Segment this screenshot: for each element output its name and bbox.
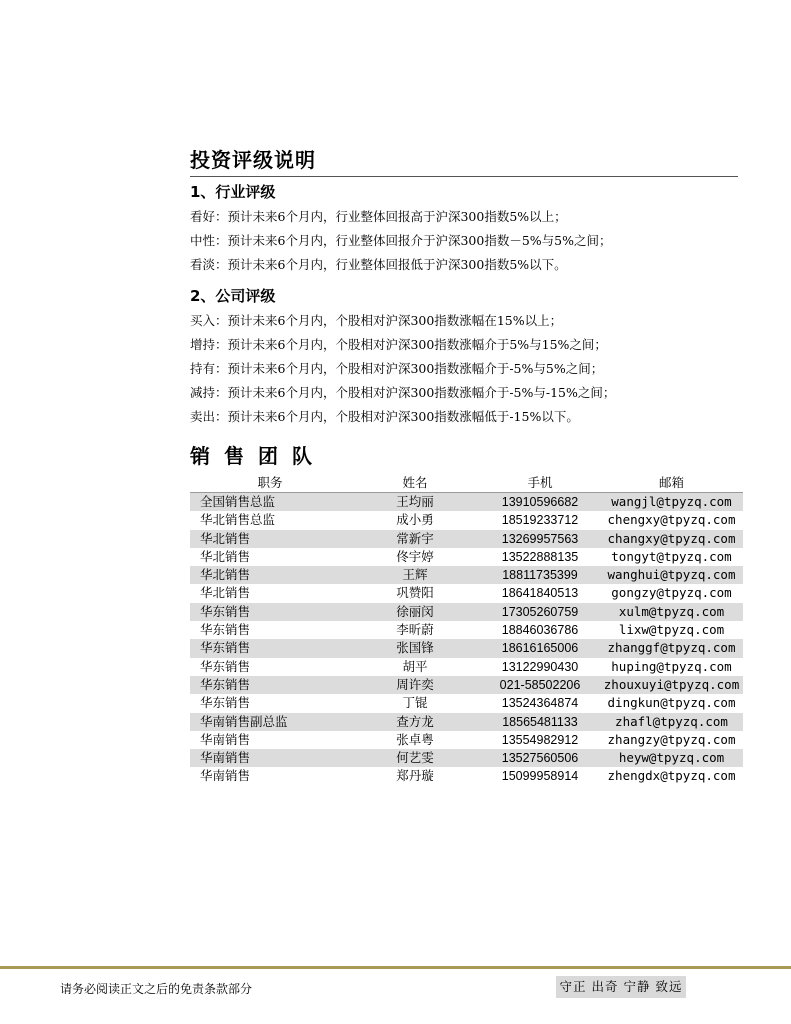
table-row	[190, 530, 743, 548]
role-cell: 华东销售	[200, 622, 251, 638]
header-phone: 手机	[480, 473, 600, 493]
name-cell: 胡平	[402, 658, 428, 674]
name-cell: 佟宇婷	[396, 548, 434, 564]
email-cell: wanghui@tpyzq.com	[600, 566, 743, 584]
email-cell: heyw@tpyzq.com	[600, 749, 743, 767]
phone-cell: 13269957563	[480, 530, 600, 548]
company-rating-line: 减持：预计未来6个月内，个股相对沪深300指数涨幅介于-5%与-15%之间；	[190, 385, 616, 400]
email-cell: zhengdx@tpyzq.com	[607, 768, 736, 784]
header-email: 邮箱	[600, 473, 743, 493]
rating-title: 投资评级说明	[190, 144, 738, 177]
email-cell: zhouxuyi@tpyzq.com	[600, 676, 743, 694]
company-rating-line: 增持：预计未来6个月内，个股相对沪深300指数涨幅介于5%与15%之间；	[190, 337, 607, 352]
email-cell: zhangzy@tpyzq.com	[607, 731, 736, 747]
phone-cell: 18811735399	[480, 566, 600, 584]
company-rating-line: 买入：预计未来6个月内，个股相对沪深300指数涨幅在15%以上；	[190, 313, 563, 328]
email-cell: huping@tpyzq.com	[611, 658, 732, 674]
name-cell: 成小勇	[396, 512, 434, 528]
table-row	[190, 749, 743, 767]
table-row	[190, 493, 743, 512]
email-cell: wangjl@tpyzq.com	[600, 493, 743, 512]
name-cell: 丁锟	[402, 695, 428, 711]
table-row	[190, 621, 743, 639]
phone-cell: 18519233712	[501, 513, 579, 528]
name-cell: 王均丽	[350, 493, 480, 512]
team-title: 销售团队	[190, 444, 326, 468]
industry-rating-line: 中性：预计未来6个月内，行业整体回报介于沪深300指数－5%与5%之间；	[190, 233, 612, 248]
header-role: 职务	[190, 473, 350, 493]
table-row	[190, 548, 743, 566]
role-cell: 华北销售	[190, 530, 350, 548]
name-cell: 李昕蔚	[396, 622, 434, 638]
phone-cell: 13554982912	[501, 732, 579, 747]
phone-cell: 17305260759	[480, 603, 600, 621]
email-cell: lixw@tpyzq.com	[618, 622, 725, 638]
table-row	[190, 694, 743, 712]
role-cell: 华北销售	[200, 585, 251, 601]
table-row	[190, 566, 743, 584]
email-cell: xulm@tpyzq.com	[600, 603, 743, 621]
name-cell: 郑丹璇	[396, 768, 434, 784]
table-body	[190, 493, 743, 786]
name-cell: 徐丽闵	[350, 603, 480, 621]
name-cell: 王辉	[350, 566, 480, 584]
role-cell: 华南销售副总监	[190, 713, 350, 731]
phone-cell: 13522888135	[501, 549, 579, 564]
industry-rating-line: 看好：预计未来6个月内，行业整体回报高于沪深300指数5%以上；	[190, 209, 567, 224]
industry-rating-line: 看淡：预计未来6个月内，行业整体回报低于沪深300指数5%以下。	[190, 257, 567, 272]
phone-cell: 13527560506	[480, 749, 600, 767]
name-cell: 查方龙	[350, 713, 480, 731]
role-cell: 华北销售	[200, 548, 251, 564]
phone-cell: 13524364874	[501, 696, 579, 711]
email-cell: gongzy@tpyzq.com	[611, 585, 732, 601]
email-cell: changxy@tpyzq.com	[600, 530, 743, 548]
role-cell: 华东销售	[200, 695, 251, 711]
header-name: 姓名	[350, 473, 480, 493]
role-cell: 华北销售总监	[200, 512, 276, 528]
table-row	[190, 676, 743, 694]
role-cell: 全国销售总监	[190, 493, 350, 512]
table-header-row	[190, 473, 743, 493]
table-row	[190, 603, 743, 621]
page-content	[190, 140, 738, 786]
name-cell: 周许奕	[350, 676, 480, 694]
name-cell: 张卓粤	[396, 731, 434, 747]
name-cell: 常新宇	[350, 530, 480, 548]
footer-disclaimer: 请务必阅读正文之后的免责条款部分	[60, 982, 253, 996]
table-row	[190, 584, 743, 602]
table-row	[190, 731, 743, 749]
name-cell: 巩赞阳	[396, 585, 434, 601]
role-cell: 华东销售	[190, 676, 350, 694]
role-cell: 华南销售	[200, 768, 251, 784]
footer-rule	[0, 966, 791, 969]
footer-motto: 守正 出奇 宁静 致远	[556, 976, 686, 998]
role-cell: 华东销售	[200, 658, 251, 674]
table-row	[190, 511, 743, 529]
phone-cell: 15099958914	[501, 769, 579, 784]
table-row	[190, 713, 743, 731]
phone-cell: 18641840513	[501, 586, 579, 601]
email-cell: chengxy@tpyzq.com	[607, 512, 736, 528]
company-rating-line: 卖出：预计未来6个月内，个股相对沪深300指数涨幅低于-15%以下。	[190, 409, 579, 424]
role-cell: 华北销售	[190, 566, 350, 584]
company-rating-heading: 2、公司评级	[190, 287, 276, 305]
table-row	[190, 658, 743, 676]
industry-rating-heading: 1、行业评级	[190, 183, 276, 201]
phone-cell: 18565481133	[480, 713, 600, 731]
phone-cell: 18846036786	[501, 623, 579, 638]
email-cell: tongyt@tpyzq.com	[611, 548, 732, 564]
phone-cell: 18616165006	[480, 639, 600, 657]
name-cell: 何艺雯	[350, 749, 480, 767]
phone-cell: 021-58502206	[480, 676, 600, 694]
phone-cell: 13122990430	[501, 659, 579, 674]
sales-team-table	[190, 473, 743, 786]
email-cell: dingkun@tpyzq.com	[607, 695, 736, 711]
email-cell: zhafl@tpyzq.com	[600, 713, 743, 731]
role-cell: 华南销售	[200, 731, 251, 747]
phone-cell: 13910596682	[480, 493, 600, 512]
name-cell: 张国锋	[350, 639, 480, 657]
role-cell: 华东销售	[190, 603, 350, 621]
role-cell: 华南销售	[190, 749, 350, 767]
table-row	[190, 639, 743, 657]
table-row	[190, 767, 743, 785]
role-cell: 华东销售	[190, 639, 350, 657]
company-rating-line: 持有：预计未来6个月内，个股相对沪深300指数涨幅介于-5%与5%之间；	[190, 361, 604, 376]
email-cell: zhanggf@tpyzq.com	[600, 639, 743, 657]
